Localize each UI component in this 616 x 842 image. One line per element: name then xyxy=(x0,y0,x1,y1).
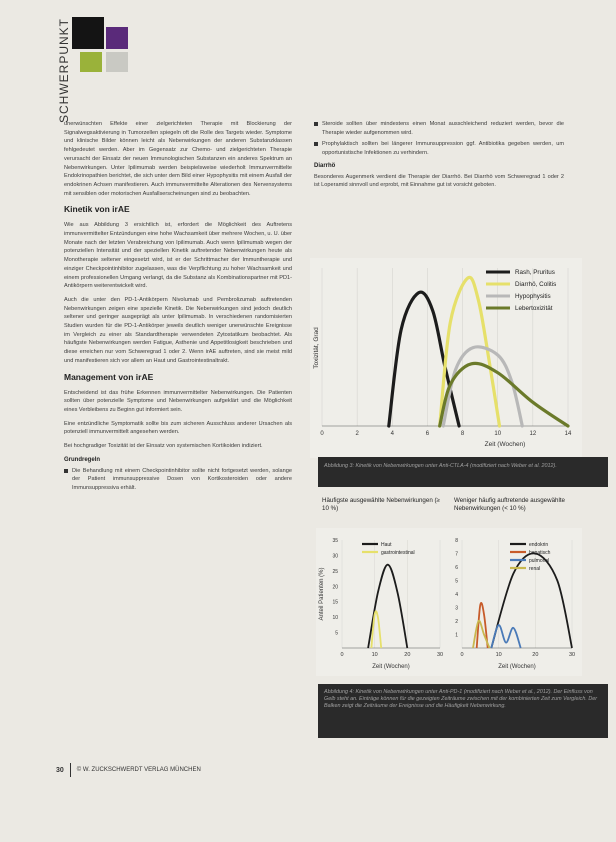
figure3-caption: Abbildung 3: Kinetik von Nebenwirkungen unter Anti-CTLA-4 (modifiziert nach Weber et al. 2012). xyxy=(318,457,608,487)
kinetik-paragraph-2: Auch die unter den PD-1-Antikörpern Nivolumab und Pembrolizumab auftretenden Nebenwirkungen zeigen eine spezielle Kinetik. Die Nebenwirkungen sind jedoch deutlich seltener und geringer ausgeprägt als unter Ipilimumab. In verschiedenen randomisierten Studien wurden für die PD-1-Antikörper jeweils deutlich weniger unerwünschte Ereignisse im Vergleich zu einer als Standardtherapie verwendeten Zytostatikum beobachtet. Als häufigste Nebenwirkungen werden Fatigue, Asthenie und Appetitlosigkeit beschrieben und diese erreichen nur vom Schweregrad 1 oder 2. Wenn irAE auftreten, sind sie meist mild und manifestieren sich vor allem an Haut und Gastrointestinaltrakt. xyxy=(64,296,292,364)
chart3-y-tick-label: 2 xyxy=(455,619,458,625)
chart2-title: Häufigste ausgewählte Nebenwirkungen (≥ 10 %) xyxy=(322,497,440,512)
chart2-x-tick-label: 20 xyxy=(404,652,411,658)
right-column xyxy=(314,120,564,195)
chart3-x-tick-label: 30 xyxy=(568,652,576,658)
frequent-side-effects-chart xyxy=(316,528,450,676)
chart2-x-tick-label: 10 xyxy=(371,652,378,658)
bullet-square-icon xyxy=(314,122,318,126)
chart3-legend-label: pulmonal xyxy=(529,558,550,564)
chart2-x-tick-label: 30 xyxy=(436,652,444,658)
chart1-x-tick-label: 4 xyxy=(390,431,394,437)
management-paragraph-3: Bei hochgradiger Toxizität ist der Einsatz von systemischen Kortikoiden indiziert. xyxy=(64,443,263,450)
chart3-y-tick-label: 8 xyxy=(455,538,458,544)
figure4-caption: Abbildung 4: Kinetik von Nebenwirkungen unter Anti-PD-1 (modifiziert nach Weber et al., 2012). Der Einfluss von Gelb steht an. Einträge können für die gezeigten Zeiträume zwischen mit der kombinierten Zeit zum Vergleich. Der Balken zeigt die Zeiträume der Ereignisse und die Häufigkeit Nebenwirkung. xyxy=(318,684,608,738)
right-bullet-2-text: Prophylaktisch sollten bei längerer Immunsuppression ggf. Antibiotika gegeben werden, um opportunistische Infektionen zu verhindern. xyxy=(322,141,564,157)
chart3-legend-label: hepatisch xyxy=(529,550,551,556)
diarrho-heading: Diarrhö xyxy=(314,162,336,169)
grundregeln-heading: Grundregeln xyxy=(64,456,101,463)
chart3-y-tick-label: 6 xyxy=(455,565,458,571)
grundregeln-bullet xyxy=(64,467,292,493)
chart3-x-tick-label: 10 xyxy=(495,652,502,658)
diarrho-paragraph: Besonderes Augenmerk verdient die Therapie der Diarrhö. Bei Diarrhö vom Schweregrad 1 oder 2 ist Loperamid sinnvoll und erprobt, mit Einnahme gut ist vorsicht geboten. xyxy=(314,173,564,189)
decor-square-purple xyxy=(106,27,128,49)
intro-paragraph: unerwünschten Effekte einer zielgerichteten Therapie mit Blockierung der Signalwegsaktivierung in Tumorzellen spiegeln oft die Rolle des Targets wieder. Symptome und klinische Bilder können leicht als Nebenwirkungen der anderen Substanzklassen fehlgedeutet werden. Aber im Gegensatz zur Chemo- und zielgerichteten Therapie verursacht der Einsatz der neuen Immunologischen Substanzen ein anderes Spektrum an Nebenwirkungen. Unter Ipilimumab werden beispielsweise wiederholt Immunvermittelte Endokrinopathien berichtet, die sich unter dem Bild einer Hypophysitis mit einem Ausfall der endokrinen Achsen manifestieren. Auch immunvermittelte Alterationen des Nervensystems mit sensiblen oder motorischen Ausfallserscheinungen sind zu beobachten. xyxy=(64,121,292,197)
decor-square-gray xyxy=(106,52,128,72)
right-bullet-2 xyxy=(314,140,564,157)
chart3-y-tick-label: 7 xyxy=(455,551,458,558)
chart2-y-tick-label: 35 xyxy=(332,538,338,544)
chart1-legend-label: Diarrhö, Colitis xyxy=(515,281,557,289)
chart3-legend-label: renal xyxy=(529,566,541,572)
chart2-y-tick-label: 25 xyxy=(332,568,338,575)
kinetik-paragraph-1: Wie aus Abbildung 3 ersichtlich ist, erfordert die Möglichkeit des Auftretens immunvermittelter Entzündungen eine hohe Wachsamkeit über mehrere Wochen, u. U. über Monate nach der letzten Verabreichung von Ipilimumab. Auch wenn Ipilimumab wegen der potenziellen Intensität und der speziellen Kinetik auftretender Nebenwirkungen heute als Monotherapie seltener eingesetzt wird, ist er der Schrittmacher der Immuntherapie und einziger Checkpointinhibitor zugelassen, was die Verpflichtung zu hoher Wachsamkeit und einem professionellen Umgang verlangt, da die Substanz als Kombinationspartner mit PD1-Antikörpern weiterentwickelt wird. xyxy=(64,222,292,290)
toxicity-kinetics-chart xyxy=(310,258,582,458)
kinetik-heading: Kinetik von irAE xyxy=(64,204,130,215)
grundregeln-bullet-text: Die Behandlung mit einem Checkpointinhibitor sollte nicht fortgesetzt werden, solange der Patient immunsuppressive Dosen von Kortikosteroiden oder andere Immunsuppressiva erhält. xyxy=(72,467,292,491)
chart3-title: Weniger häufig auftretende ausgewählte Nebenwirkungen (< 10 %) xyxy=(454,497,565,512)
less-frequent-side-effects-chart xyxy=(448,528,582,676)
chart2-y-tick-label: 10 xyxy=(332,615,338,622)
bullet-square-icon xyxy=(64,469,68,473)
decor-square-green xyxy=(80,52,102,72)
chart2-legend-label: gastrointestinal xyxy=(381,550,415,556)
chart3-y-tick-label: 5 xyxy=(455,578,458,585)
chart2-y-axis-label: Anteil Patienten (%) xyxy=(319,567,325,621)
chart3-x-tick-label: 20 xyxy=(532,652,539,658)
chart3-y-tick-label: 3 xyxy=(455,605,458,612)
chart3-background xyxy=(448,528,582,676)
chart1-x-tick-label: 14 xyxy=(564,431,572,437)
section-tab: SCHWERPUNKT xyxy=(57,18,71,124)
chart1-x-tick-label: 0 xyxy=(320,431,324,437)
chart1-x-tick-label: 8 xyxy=(460,431,465,437)
chart2-y-tick-label: 5 xyxy=(335,630,338,637)
chart2-legend-label: Haut xyxy=(381,542,392,548)
chart3-x-tick-label: 0 xyxy=(460,652,464,658)
management-paragraph-1: Entscheidend ist das frühe Erkennen immunvermittelter Nebenwirkungen. Die Patienten sollten über potenzielle Symptome und Nebenwirkungen aufgeklärt und die Möglichkeit eines Verbleibens zu Beginn gut informiert sein. xyxy=(64,389,292,413)
page-number: 30 xyxy=(56,766,64,774)
chart1-x-tick-label: 12 xyxy=(529,431,537,437)
chart3-y-tick-label: 1 xyxy=(455,632,458,639)
chart3-legend-label: endokrin xyxy=(529,542,549,548)
chart1-legend-label: Hypophysitis xyxy=(515,293,551,301)
chart1-x-axis-label: Zeit (Wochen) xyxy=(484,441,526,448)
chart1-legend-label: Rash, Pruritus xyxy=(515,269,555,277)
chart2-y-tick-label: 20 xyxy=(332,584,338,591)
chart1-y-axis-label: Toxizität, Grad xyxy=(313,327,320,369)
left-column xyxy=(64,120,292,496)
chart3-y-tick-label: 4 xyxy=(455,592,458,598)
right-bullet-1-text: Steroide sollten über mindestens einen Monat ausschleichend reduziert werden, bevor die Therapie wieder aufgenommen wird. xyxy=(322,121,564,136)
footer-divider xyxy=(70,763,71,777)
chart2-y-tick-label: 30 xyxy=(332,553,338,560)
decor-square-black xyxy=(72,17,104,49)
chart3-x-axis-label: Zeit (Wochen) xyxy=(498,664,536,670)
chart1-x-tick-label: 6 xyxy=(425,431,430,437)
chart2-y-tick-label: 15 xyxy=(332,599,338,606)
right-bullet-1 xyxy=(314,120,564,137)
publisher-name: © W. ZUCKSCHWERDT VERLAG MÜNCHEN xyxy=(76,767,201,773)
bullet-square-icon xyxy=(314,142,318,146)
chart2-x-axis-label: Zeit (Wochen) xyxy=(372,664,410,670)
chart1-legend-label: Lebertoxizität xyxy=(515,305,553,313)
management-heading: Management von irAE xyxy=(64,371,154,382)
management-paragraph-2: Eine entzündliche Symptomatik sollte bis zum sicheren Ausschluss anderer Ursachen als potenziell immunvermittelt angesehen werden. xyxy=(64,420,292,436)
chart2-x-tick-label: 0 xyxy=(340,652,344,658)
chart1-x-tick-label: 10 xyxy=(494,431,502,437)
page-footer xyxy=(56,763,201,777)
chart1-x-tick-label: 2 xyxy=(355,431,359,437)
